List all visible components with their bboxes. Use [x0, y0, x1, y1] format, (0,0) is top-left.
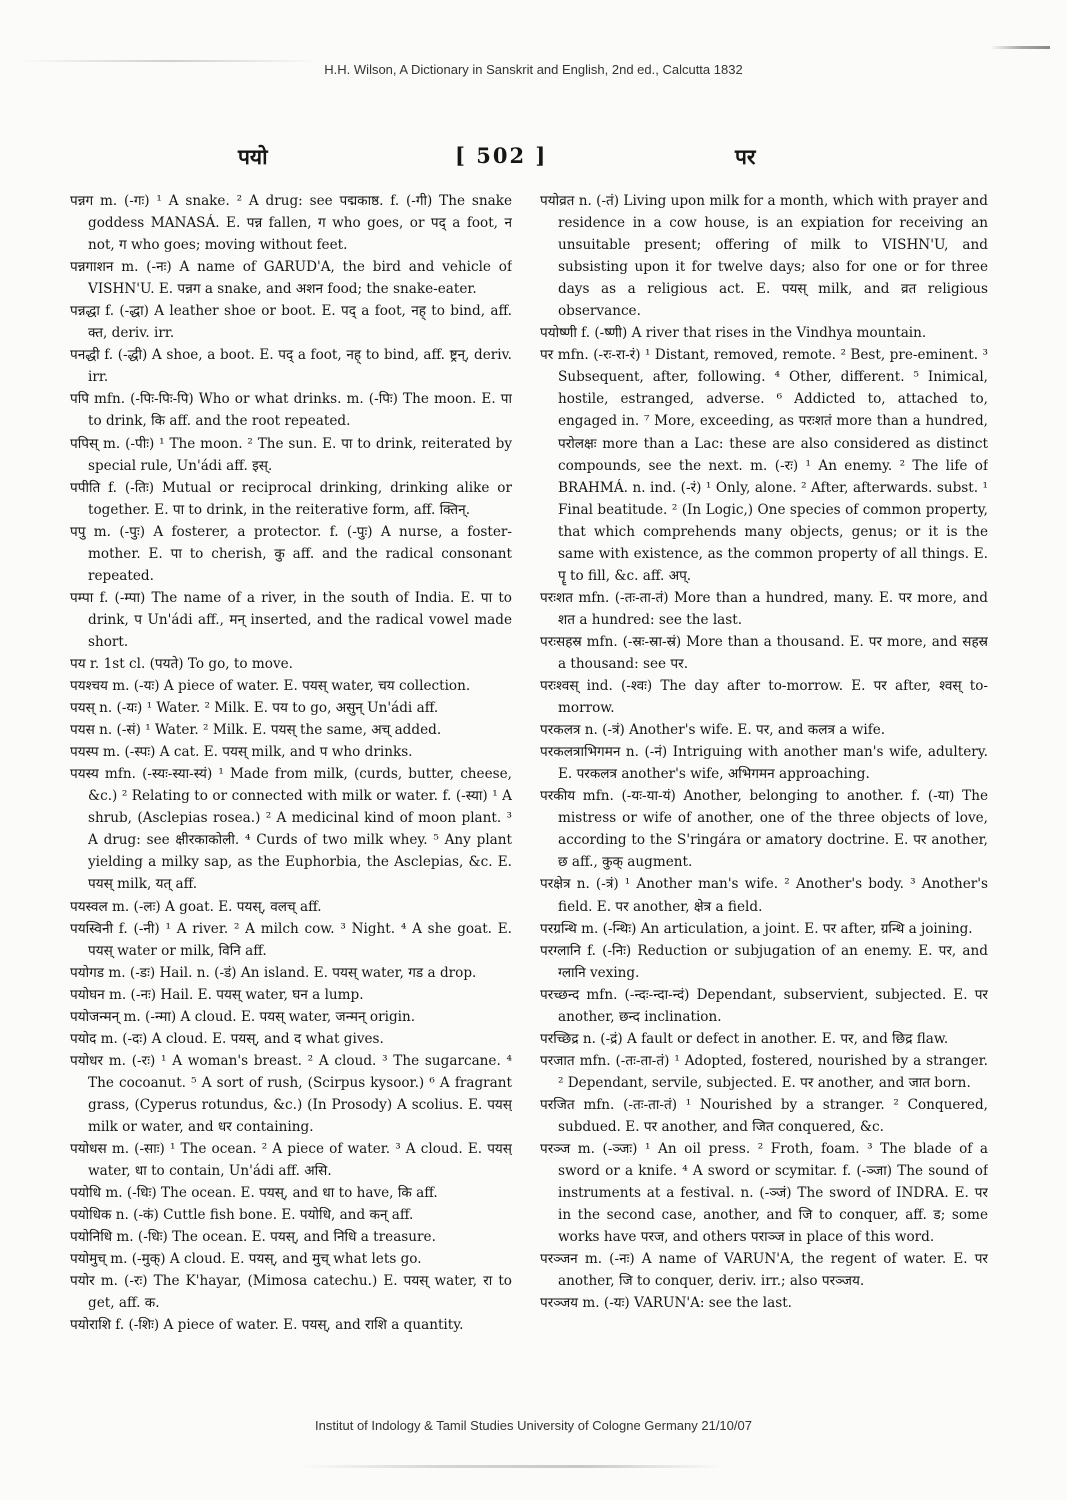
dictionary-entry: पयोधि m. (-धिः) The ocean. E. पयस्, and धा to have, कि aff. — [70, 1185, 438, 1202]
dictionary-entry: परःशत mfn. (-तः-ता-तं) More than a hundred, many. E. पर more, and शत a hundred: see the last. — [540, 589, 988, 628]
dictionary-entry: पपि mfn. (-पिः-पिः-पि) Who or what drinks. m. (-पिः) The moon. E. पा to drink, कि aff. and the root repeated. — [70, 391, 512, 430]
dictionary-entry: पयोधस m. (-साः) ¹ The ocean. ² A piece of water. ³ A cloud. E. पयस् water, धा to contain, Un'ádi aff. असि. — [70, 1141, 512, 1180]
dictionary-entry: पयोद m. (-दः) A cloud. E. पयस्, and द what gives. — [70, 1030, 384, 1047]
dictionary-entry: पयोराशि f. (-शिः) A piece of water. E. पयस्, and राशि a quantity. — [70, 1317, 464, 1334]
dictionary-entry: पयोधर m. (-रः) ¹ A woman's breast. ² A cloud. ³ The sugarcane. ⁴ The cocoanut. ⁵ A sort of rush, (Scirpus kysoor.) ⁶ A fragrant grass, (Cyperus rotundus, &c.) (In Prosody) A scolius. E. पयस् milk or water, and धर containing. — [70, 1052, 512, 1135]
dictionary-entry: पयोमुच् m. (-मुक्) A cloud. E. पयस्, and मुच् what lets go. — [70, 1251, 422, 1268]
dictionary-entry: पन्नद्धा f. (-द्धा) A leather shoe or boot. E. पद् a foot, नह् to bind, aff. क्त, deriv. irr. — [70, 303, 512, 342]
dictionary-entry: पन्नगाशन m. (-नः) A name of GARUD'A, the bird and vehicle of VISHN'U. E. पन्नग a snake, and अशन food; the snake-eater. — [70, 259, 512, 298]
left-column — [70, 190, 512, 1415]
dictionary-entry: पयोष्णी f. (-ष्णी) A river that rises in the Vindhya mountain. — [540, 325, 927, 342]
dictionary-entry: परच्छिद्र n. (-द्रं) A fault or defect in another. E. पर, and छिद्र flaw. — [540, 1030, 949, 1047]
dictionary-entry: पपीति f. (-तिः) Mutual or reciprocal drinking, drinking alike or together. E. पा to drink, in the reiterative form, aff. क्तिन्. — [70, 479, 512, 518]
dictionary-entry: परजित mfn. (-तः-ता-तं) ¹ Nourished by a stranger. ² Conquered, subdued. E. पर another, and जित conquered, &c. — [540, 1096, 988, 1135]
running-head-left: पयो — [238, 144, 268, 169]
dictionary-entry: पयस्विनी f. (-नी) ¹ A river. ² A milch cow. ³ Night. ⁴ A she goat. E. पयस् water or milk, विनि aff. — [70, 920, 512, 959]
dictionary-entry: परग्लानि f. (-निः) Reduction or subjugation of an enemy. E. पर, and ग्लानि vexing. — [540, 942, 988, 981]
dictionary-entry: पयोर m. (-रः) The K'hayar, (Mimosa catechu.) E. पयस् water, रा to get, aff. क. — [70, 1273, 512, 1312]
dictionary-entry: पयोनिधि m. (-धिः) The ocean. E. पयस्, and निधि a treasure. — [70, 1229, 436, 1246]
right-column — [540, 190, 988, 1415]
dictionary-entry: परच्छन्द mfn. (-न्दः-न्दा-न्दं) Dependant, subservient, subjected. E. पर another, छन्द inclination. — [540, 986, 988, 1025]
dictionary-entry: पर mfn. (-रः-रा-रं) ¹ Distant, removed, remote. ² Best, pre-eminent. ³ Subsequent, after, following. ⁴ Other, different. ⁵ Inimical, hostile, estranged, adverse. ⁶ Addicted to, attached to, engaged in. ⁷ More, exceeding, as परःशतं more than a hundred, परोलक्षः more than a Lac: these are also considered as distinct compounds, see the next. m. (-रः) ¹ An enemy. ² The life of BRAHMÁ. n. ind. (-रं) ¹ Only, alone. ² After, afterwards. subst. ¹ Final beatitude. ² (In Logic,) One species of common property, that which comprehends many objects, genus; or it is the same with existence, as the common property of all things. E. पॄ to fill, &c. aff. अप्. — [540, 347, 988, 584]
source-citation: H.H. Wilson, A Dictionary in Sanskrit and English, 2nd ed., Calcutta 1832 — [324, 62, 743, 77]
dictionary-entry: पयोव्रत n. (-तं) Living upon milk for a month, which with prayer and residence in a cow house, is an expiation for receiving an unsuitable present; offering of milk to VISHN'U, and subsisting upon it for twelve days; also for one or for three days as a religious act. E. पयस् milk, and व्रत religious observance. — [540, 193, 988, 320]
dictionary-entry: पयस्य mfn. (-स्यः-स्या-स्यं) ¹ Made from milk, (curds, butter, cheese, &c.) ² Relating to or connected with milk or water. f. (-स्या) ¹ A shrub, (Asclepias rosea.) ² A medicinal kind of moon plant. ³ A drug: see क्षीरकाकोली. ⁴ Curds of two milk whey. ⁵ Any plant yielding a milky sap, as the Euphorbia, the Asclepias, &c. E. पयस् milk, यत् aff. — [70, 766, 512, 893]
dictionary-entry: पयोधिक n. (-कं) Cuttle fish bone. E. पयोधि, and कन् aff. — [70, 1207, 414, 1224]
running-head-right: पर — [735, 144, 756, 169]
dictionary-entry: पयोगड m. (-डः) Hail. n. (-डं) An island. E. पयस् water, गड a drop. — [70, 964, 477, 981]
dictionary-entry: पन्नग m. (-गः) ¹ A snake. ² A drug: see पद्मकाष्ठ. f. (-गी) The snake goddess MANASÁ. E. पन्न fallen, ग who goes, or पद् a foot, न not, ग who goes; moving without feet. — [70, 193, 512, 254]
scan-smudge-bottom — [300, 1465, 720, 1468]
running-head — [0, 143, 1067, 175]
dictionary-entry: परक्षेत्र n. (-त्रं) ¹ Another man's wife. ² Another's body. ³ Another's field. E. पर another, क्षेत्र a field. — [540, 876, 988, 915]
dictionary-entry: पपु m. (-पुः) A fosterer, a protector. f. (-पुः) A nurse, a foster-mother. E. पा to cherish, कु aff. and the radical consonant repeated. — [70, 523, 512, 584]
dictionary-entry: परजात mfn. (-तः-ता-तं) ¹ Adopted, fostered, nourished by a stranger. ² Dependant, servile, subjected. E. पर another, and जात born. — [540, 1052, 988, 1091]
dictionary-entry: पपिस् m. (-पीः) ¹ The moon. ² The sun. E. पा to drink, reiterated by special rule, Un'ádi aff. इस्. — [70, 435, 512, 474]
dictionary-entry: पयस्प m. (-स्पः) A cat. E. पयस् milk, and प who drinks. — [70, 744, 413, 761]
dictionary-entry: परञ्जन m. (-नः) A name of VARUN'A, the regent of water. E. पर another, जि to conquer, deriv. irr.; also परञ्जय. — [540, 1251, 988, 1290]
dictionary-entry: परकीय mfn. (-यः-या-यं) Another, belonging to another. f. (-या) The mistress or wife of another, one of the three objects of love, according to the S'ringára or amatory doctrine. E. पर another, छ aff., कुक् augment. — [540, 788, 988, 871]
dictionary-entry: परग्रन्थि m. (-न्थिः) An articulation, a joint. E. पर after, ग्रन्थि a joining. — [540, 920, 973, 937]
dictionary-entry: पनद्धी f. (-द्धी) A shoe, a boot. E. पद् a foot, नह् to bind, aff. ष्ट्रन्, deriv. irr. — [70, 347, 512, 386]
dictionary-entry: पयोजन्मन् m. (-न्मा) A cloud. E. पयस् water, जन्मन् origin. — [70, 1008, 416, 1025]
footer-institution: Institut of Indology & Tamil Studies University of Cologne Germany 21/10/07 — [315, 1418, 752, 1433]
dictionary-entry: परकलत्राभिगमन n. (-नं) Intriguing with another man's wife, adultery. E. परकलत्र another's wife, अभिगमन approaching. — [540, 744, 988, 783]
dictionary-entry: परञ्जय m. (-यः) VARUN'A: see the last. — [540, 1295, 792, 1312]
scan-smudge-corner — [990, 46, 1050, 49]
dictionary-entry: परकलत्र n. (-त्रं) Another's wife. E. पर, and कलत्र a wife. — [540, 722, 886, 739]
dictionary-entry: परञ्ज m. (-ञ्जः) ¹ An oil press. ² Froth, foam. ³ The blade of a sword or a knife. ⁴ A sword or scymitar. f. (-ञ्जा) The sound of instruments at a festival. n. (-ञ्जं) The sword of INDRA. E. पर in the second case, another, and जि to conquer, aff. ड; some works have परज, and others पराञ्ज in place of this word. — [540, 1141, 988, 1246]
dictionary-entry: पम्पा f. (-म्पा) The name of a river, in the south of India. E. पा to drink, प Un'ádi aff., मन् inserted, and the radical vowel made short. — [70, 589, 512, 650]
dictionary-entry: पयस्वल m. (-लः) A goat. E. पयस्, वलच् aff. — [70, 898, 322, 915]
dictionary-entry: पयोघन m. (-नः) Hail. E. पयस् water, घन a lump. — [70, 986, 364, 1003]
dictionary-entry: पयश्चय m. (-यः) A piece of water. E. पयस् water, चय collection. — [70, 678, 471, 695]
dictionary-entry: पयस् n. (-यः) ¹ Water. ² Milk. E. पय to go, असुन् Un'ádi aff. — [70, 700, 439, 717]
dictionary-entry: परःसहस्र mfn. (-स्रः-स्रा-स्रं) More than a thousand. E. पर more, and सहस्र a thousand: see पर. — [540, 633, 988, 672]
dictionary-entry: पय r. 1st cl. (पयते) To go, to move. — [70, 655, 293, 672]
page-number: [ 502 ] — [455, 143, 548, 168]
dictionary-entry: पयस n. (-सं) ¹ Water. ² Milk. E. पयस् the same, अच् added. — [70, 722, 442, 739]
dictionary-entry: परःश्वस् ind. (-श्वः) The day after to-morrow. E. पर after, श्वस् to-morrow. — [540, 678, 988, 717]
